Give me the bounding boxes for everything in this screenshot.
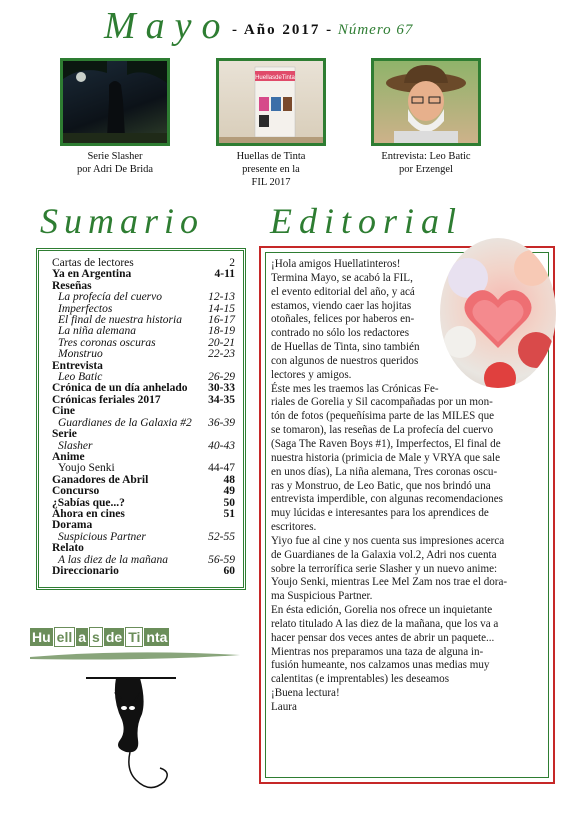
editorial-line: ma Suspicious Partner.: [271, 590, 373, 603]
toc-page: 52-55: [208, 530, 235, 543]
toc-label: Slasher: [58, 439, 93, 452]
toc-page: 60: [223, 564, 235, 577]
slasher-photo: [60, 58, 170, 146]
editorial-line: ¡Hola amigos Huellatinteros!: [271, 258, 401, 270]
toc-label: Crónica de un día anhelado: [52, 382, 188, 395]
header: [0, 0, 576, 50]
toc-label: Ahora en cines: [52, 507, 125, 520]
feature-interview[interactable]: [366, 58, 486, 176]
toc-entry[interactable]: [52, 418, 235, 429]
editorial-line: relato titulado A las diez de la mañana, que los va a: [271, 617, 499, 630]
issue-number: Número 67: [337, 22, 414, 38]
toc-page: 16-17: [208, 314, 235, 327]
toc-page: 56-59: [208, 553, 235, 566]
editorial-line: otoñales, felices por haberos en-: [271, 313, 415, 326]
toc-entry[interactable]: [52, 395, 235, 406]
toc-page: 34-35: [208, 393, 235, 406]
toc-page: 30-33: [208, 382, 235, 395]
editorial-line: muy lúcidas e interesantes para los aprendices de: [271, 507, 489, 520]
issue-year: - Año 2017 -: [232, 22, 334, 38]
toc-label: El final de nuestra historia: [58, 314, 182, 327]
toc-entry[interactable]: [52, 543, 235, 554]
toc-label: Imperfectos: [58, 302, 113, 315]
editorial-line: lectores y amigos.: [271, 368, 352, 381]
hooded-figure-image: [63, 61, 167, 143]
sumario-title: Sumario: [40, 201, 205, 241]
editorial-line: de Guardianes de la Galaxia vol.2, Adri nos cuenta: [271, 548, 497, 561]
toc-page: 20-21: [208, 336, 235, 349]
editorial-line: Laura: [271, 701, 297, 713]
toc-page: 18-19: [208, 325, 235, 338]
toc-page: 49: [223, 485, 235, 498]
toc-label: Ya en Argentina: [52, 268, 132, 281]
toc-page: 26-29: [208, 371, 235, 384]
stand-banner-image: [219, 61, 323, 143]
editorial-line: de Huellas de Tinta, sino también: [271, 341, 420, 354]
toc-label: Crónicas feriales 2017: [52, 393, 161, 406]
toc-label: Suspicious Partner: [58, 530, 146, 543]
toc-page: 48: [223, 473, 235, 486]
feature-caption: Huellas de Tinta: [236, 151, 306, 162]
toc-page: 51: [223, 507, 235, 520]
feature-caption: Serie Slasher: [87, 151, 143, 162]
feature-caption: FIL 2017: [251, 177, 291, 188]
toc-page: 50: [223, 496, 235, 509]
toc-page: 12-13: [208, 291, 235, 304]
feature-slasher[interactable]: [55, 58, 175, 176]
editorial-line: hacer pensar dos veces antes de abrir un paquete...: [271, 631, 495, 644]
toc-label: Reseñas: [52, 279, 92, 292]
huellas-de-tinta-logo: Hu ell a s de Ti nta: [30, 627, 250, 667]
toc-entry[interactable]: [52, 292, 235, 303]
feature-caption: por Adri De Brida: [76, 164, 154, 175]
toc-label: Cine: [52, 405, 75, 418]
banner-text: HuellasdeTinta: [255, 75, 295, 81]
editorial-line: con algunos de nuestros queridos: [271, 354, 419, 367]
editorial-line: en unos días), La niña alemana, Tres coronas oscu-: [271, 465, 498, 478]
fil-stand-photo: [216, 58, 326, 146]
editorial-line: fusión humeante, nos calzamos unas medias muy: [271, 659, 490, 672]
editorial-line: ras y Monstruo, de Leo Batic, que nos brindó una: [271, 479, 491, 492]
editorial-line: nuestra historia (primicia de Male y VRYA que sale: [271, 451, 501, 464]
editorial-line: tón de fotos (pequeñísima parte de las MILES que: [271, 410, 495, 423]
editorial-line: contrado no sólo los redactores: [271, 327, 410, 340]
toc-label: Direccionario: [52, 564, 119, 577]
toc-label: Cartas de lectores: [52, 257, 134, 269]
toc-label: La niña alemana: [58, 325, 136, 338]
toc-label: Serie: [52, 428, 77, 441]
editorial-line: Yiyo fue al cine y nos cuenta sus impresiones acerca: [271, 534, 505, 547]
brush-stroke-icon: [30, 649, 240, 661]
toc-label: Ganadores de Abril: [52, 473, 149, 486]
toc-page: 2: [229, 257, 235, 269]
man-with-hat-image: [374, 61, 478, 143]
candy-hearts-illustration: [440, 238, 556, 388]
editorial-line: ¡Buena lectura!: [271, 687, 340, 700]
editorial-line: (Saga The Raven Boys #1), Imperfectos, El final de: [271, 437, 501, 450]
toc-page: 14-15: [208, 302, 235, 315]
toc-label: ¿Sabías que...?: [52, 496, 125, 509]
feature-fil[interactable]: [211, 58, 331, 189]
editorial-title: Editorial: [270, 201, 464, 241]
issue-month: Mayo: [104, 5, 231, 47]
editorial-line: escritores.: [271, 521, 317, 534]
editorial-line: entrevista imperdible, con algunas recomendaciones: [271, 493, 503, 506]
editorial-line: estamos, viendo caer las hojitas: [271, 299, 412, 312]
issue-info: [232, 22, 413, 39]
toc-entry[interactable]: [52, 349, 235, 360]
feature-caption: presente en la: [242, 164, 300, 175]
toc-label: Entrevista: [52, 359, 103, 372]
toc-page: 40-43: [208, 439, 235, 452]
toc-label: Leo Batic: [58, 371, 103, 384]
toc-page: 44-47: [208, 462, 235, 475]
table-of-contents: [36, 248, 246, 590]
editorial-line: se tomaron), las reseñas de La profecía del cuervo: [271, 424, 494, 437]
toc-label: Anime: [52, 450, 85, 463]
toc-entry[interactable]: [52, 566, 235, 577]
feature-caption: por Erzengel: [399, 164, 453, 175]
toc-label: Relato: [52, 542, 84, 555]
toc-entry[interactable]: [52, 463, 235, 474]
candy-hearts-image: [440, 238, 556, 388]
black-cat-icon: [86, 670, 196, 800]
toc-entry[interactable]: [52, 429, 235, 440]
leo-batic-photo: [371, 58, 481, 146]
editorial-line: el evento editorial del año, y acá: [271, 285, 415, 298]
editorial-line: riales de Gorelia y Sil cacompañadas por un mon-: [271, 396, 493, 409]
toc-label: Guardianes de la Galaxia #2: [58, 416, 192, 429]
editorial-line: Termina Mayo, se acabó la FIL,: [271, 271, 413, 284]
editorial-line: En ésta edición, Gorelia nos ofrece un inquietante: [271, 604, 493, 617]
feature-caption: Entrevista: Leo Batic: [381, 151, 471, 162]
toc-label: A las diez de la mañana: [58, 553, 168, 566]
toc-entry[interactable]: [52, 406, 235, 417]
editorial-line: sobre la terrorífica serie Slasher y un nuevo anime:: [271, 562, 498, 575]
toc-label: La profecía del cuervo: [58, 291, 163, 304]
toc-label: Dorama: [52, 519, 93, 532]
toc-page: 36-39: [208, 416, 235, 429]
toc-label: Concurso: [52, 485, 100, 498]
toc-label: Tres coronas oscuras: [58, 336, 156, 349]
editorial-line: Éste mes les traemos las Crónicas Fe-: [271, 382, 439, 395]
editorial-line: calentitas (e imprentables) les deseamos: [271, 673, 450, 686]
editorial-line: Mientras nos preparamos una taza de alguna in-: [271, 645, 484, 658]
toc-label: Monstruo: [58, 348, 103, 361]
editorial-line: Youjo Senki, mientras Lee Mel Zam nos trae el dora-: [271, 576, 508, 589]
toc-entry[interactable]: [52, 486, 235, 497]
toc-page: 22-23: [208, 348, 235, 361]
toc-label: Youjo Senki: [58, 462, 115, 475]
toc-page: 4-11: [214, 268, 235, 281]
